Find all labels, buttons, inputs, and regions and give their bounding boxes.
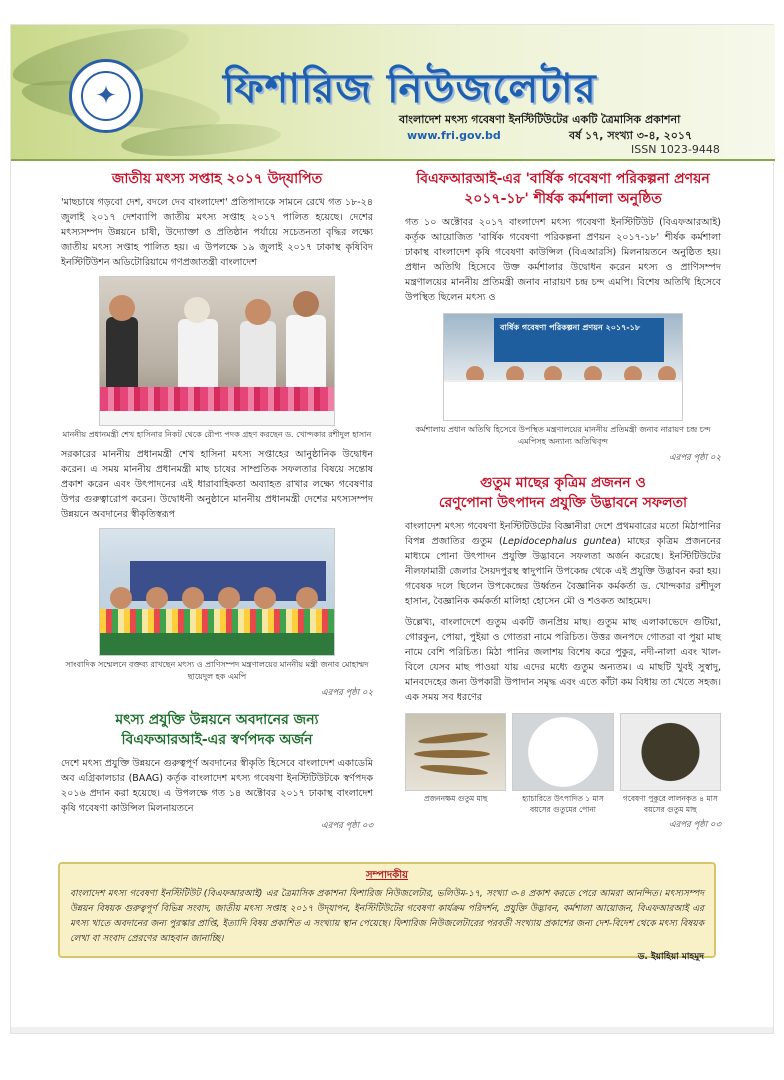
fish-photo-row [405,713,721,791]
juvenile-fish-photo [620,713,721,791]
fri-logo [69,59,143,133]
fish-caption: প্রজননক্ষম গুতুম মাছ [423,794,488,803]
fish-shape [414,750,490,758]
workshop-banner [494,318,664,362]
table-cloth [444,380,682,420]
scientific-name: Lepidocephalus guntea [502,536,617,547]
article-paragraph: 'মাছচাষে গড়বো দেশ, বদলে দেব বাংলাদেশ' প্রতিপাদ্যকে সামনে রেখে গত ১৮-২৪ জুলাই ২০১৭ দেশব্যাপি জাতীয় মৎস্য সপ্তাহ ২০১৭ পালিত হয়েছে। দেশের মৎস্যসম্পদ উন্নয়নে চাষী, উদ্যোক্তা ও প্রতিষ্ঠান পর্যায়ে সচেতনতা বৃদ্ধির লক্ষ্যে জাতীয় মৎস্য সপ্তাহ পালিত হয়। এ উপলক্ষে ১৯ জুলাই ২০১৭ ঢাকাস্থ কৃষিবিদ ইনস্টিটিউশন অডিটোরিয়ামে গণপ্রজাতন্ত্রী বাংলাদেশ [61,197,373,268]
article-heading: বিএফআরআই-এর স্বর্ণপদক অর্জন [121,732,313,748]
article-heading: গুতুম মাছের কৃত্রিম প্রজনন ও [480,475,646,491]
table-cloth [100,633,334,655]
issue-number: বর্ষ ১৭, সংখ্যা ৩-৪, ২০১৭ [569,129,693,142]
fish-caption: হ্যাচারিতে উৎপাদিত ১ মাস বয়সের গুতুমের পোনা [522,794,604,814]
article-heading: বিএফআরআই-এর 'বার্ষিক গবেষণা পরিকল্পনা প্রণয়ন ২০১৭-১৮' শীর্ষক কর্মশালা অনুষ্ঠিত [416,171,710,207]
person-head [254,587,276,609]
masthead [11,25,775,161]
press-conference-photo [99,528,335,656]
fish-shape [418,730,488,745]
paragraph-text: ) মাছের কৃত্রিম প্রজননের মাধ্যমে পোনা উৎপাদন প্রযুক্তি উদ্ভাবনে সফলতা অর্জন করেছে। ইনস্টিটিউটের নীলফামারী জেলার সৈয়দপুরস্থ স্বাদুপানি উপকেন্দ্র থেকে এই প্রযুক্তি উদ্ভাবন করা হয়। গবেষক দলে ছিলেন উপকেন্দ্রের উর্ধ্বতন বৈজ্ঞানিক কর্মকর্তা ড. খোন্দকার রশীদুল হাসান, বৈজ্ঞানিক কর্মকর্তা মালিহা হোসেন মৌ ও শওকত আহমেদ। [405,536,721,607]
editorial-box [58,862,716,962]
photo-caption: সাংবাদিক সম্মেলনে বক্তব্য রাখছেন মৎস্য ও প্রাণিসম্পদ মন্ত্রণালয়ের মাননীয় মন্ত্রী জনাব মোহাম্মদ ছায়েদুল হক এমপি [65,660,369,681]
award-photo [99,276,335,426]
flower-decoration [100,609,334,633]
paragraph-text: বাংলাদেশ মৎস্য গবেষণা ইনস্টিটিউটের বিজ্ঞানীরা দেশে প্রথমবারের মতো মিঠাপানির বিপন্ন প্রজাতির গুতুম ( [405,521,721,547]
continued-page-note: এরপর পৃষ্ঠা ০২ [669,453,721,463]
person-head [293,291,319,317]
article-paragraph: উল্লেখ্য, বাংলাদেশে গুতুম একটি জনপ্রিয় মাছ। গুতুম মাছ এলাকাভেদে গুটিয়া, গোরকুন, পোয়া, পুইয়া ও গোতরা নামে পরিচিত। উত্তর জনপদে গোতরা বা পুয়া মাছ নামে বেশি পরিচিত। মিঠা পানির জলাশয় বিশেষ করে পুকুর, নদী-নালা এবং খাল-বিলে যেসব মাছ পাওয়া যায় এদের মধ্যে গুতুম অন্যতম। এ মাছটি খুবই সুস্বাদু, মানবদেহের জন্য উপকারী উপাদান সমৃদ্ধ এবং এতে কাঁটা কম বিধায় তা খেতে সহজ। এক সময় সব ধরণের [405,617,721,703]
flower-decoration [100,387,334,413]
person-head [218,587,240,609]
editor-signature: ড. ইয়াহিয়া মাহমুদ [637,952,704,962]
photo-caption: কর্মশালায় প্রধান অতিথি হিসেবে উপস্থিত মন্ত্রণালয়ের মাননীয় প্রতিমন্ত্রী জনাব নারায়ণ চন্দ্র চন্দ এমপিসহ অন্যান্য অতিথিবৃন্দ [415,425,711,446]
broodfish-photo [405,713,506,791]
workshop-photo [443,313,683,421]
article-heading: রেণুপোনা উৎপাদন প্রযুক্তি উদ্ভাবনে সফলতা [438,495,688,511]
fish-caption: গবেষণা পুকুরে লালনকৃত ৪ মাস বয়সের গুতুম মাছ [622,794,718,814]
person-head [109,295,135,321]
issn-number: ISSN 1023-9448 [631,143,720,156]
person-head [146,587,168,609]
article-heading: মৎস্য প্রযুক্তি উন্নয়নে অবদানের জন্য [115,712,319,728]
continued-page-note: এরপর পৃষ্ঠা ০৩ [321,821,373,831]
person-head [110,587,132,609]
fish-shape [420,763,488,777]
editorial-text: বাংলাদেশ মৎস্য গবেষণা ইনস্টিটিউট (বিএফআরআই) এর ত্রৈমাসিক প্রকাশনা ফিশারিজ নিউজলেটার, ভলিউম-১৭, সংখ্যা ৩-৪ প্রকাশ করতে পেরে আমরা আনন্দিত। মৎস্যসম্পদ উন্নয়ন বিষয়ক গুরুত্বপূর্ণ বিভিন্ন সংবাদ, জাতীয় মৎস্য সপ্তাহ ২০১৭ উদ্‌যাপন, ইনস্টিটিউটের গবেষণা কার্যক্রম পরিদর্শন, প্রযুক্তি উদ্ভাবন, কর্মশালা আয়োজন, বিএফআরআই এর মৎস্য খাতে অবদানের জন্য পুরস্কার প্রাপ্তি, ইত্যাদি বিষয় প্রকাশিত এ সংখ্যায় স্থান পেয়েছে। ফিশারিজ নিউজলেটারের পরবর্তী সংখ্যায় প্রকাশের জন্য দেশ-বিদেশ থেকে মৎস্য বিষয়ক লেখা বা সংবাদ প্রেরণের আহবান জানাচ্ছি। [70,889,704,944]
stage-table [100,411,334,425]
person-figure [106,317,138,397]
newsletter-title: ফিশারিজ নিউজলেটার [223,65,597,112]
newsletter-subtitle: বাংলাদেশ মৎস্য গবেষণা ইনস্টিটিউটের একটি ত্রৈমাসিক প্রকাশনা [399,113,681,126]
article-paragraph: সরকারের মাননীয় প্রধানমন্ত্রী শেখ হাসিনা মৎস্য সপ্তাহের আনুষ্ঠানিক উদ্বোধন করেন। এ সময় মাননীয় প্রধানমন্ত্রী মাছ চাষের সাম্প্রতিক সফলতার বিষয়ে সন্তোষ প্রকাশ করেন এবং উৎপাদনের এই ধারাবাহিকতা অব্যাহত রাখার লক্ষ্যে গবেষণার উপর গুরুত্বারোপ করেন। উদ্বোধনী অনুষ্ঠানে মাননীয় প্রধানমন্ত্রী দেশের মৎস্যসম্পদ উন্নয়নে অবদানের স্বীকৃতিস্বরূপ [61,449,373,520]
person-figure [240,321,276,395]
person-head [184,297,210,323]
article-paragraph [405,519,721,609]
website-link[interactable]: www.fri.gov.bd [407,129,501,142]
person-head [182,587,204,609]
person-head [245,299,271,325]
left-column [61,169,373,833]
continued-page-note: এরপর পৃষ্ঠা ০২ [321,688,373,698]
article-paragraph: দেশে মৎস্য প্রযুক্তি উন্নয়নে গুরুত্বপূর্ণ অবদানের স্বীকৃতি হিসেবে বাংলাদেশ একাডেমি অব এগ্রিকালচার (BAAG) কর্তৃক বাংলাদেশ মৎস্য গবেষণা ইনস্টিটিউটকে স্বর্ণপদক ২০১৬ প্রদান করা হয়েছে। এ উপলক্ষে গত ১৪ অক্টোবর ২০১৭ ঢাকাস্থ বাংলাদেশ কৃষি গবেষণা কাউন্সিল মিলনায়তনে [61,758,373,814]
continued-page-note: এরপর পৃষ্ঠা ০৩ [669,820,721,830]
article-heading: জাতীয় মৎস্য সপ্তাহ ২০১৭ উদ্‌যাপিত [111,171,323,187]
banner-text: বার্ষিক গবেষণা পরিকল্পনা প্রণয়ন ২০১৭-১৮ [500,323,641,332]
right-column [405,169,721,832]
page-bottom-border [11,1027,773,1033]
photo-caption: মাননীয় প্রধানমন্ত্রী শেখ হাসিনার নিকট থেকে রৌপ্য পদক গ্রহণ করছেন ড. খোন্দকার রশীদুল হাসান [62,430,372,439]
person-head [296,587,318,609]
fry-photo [512,713,613,791]
fish-emblem-icon: ✦ [81,71,131,121]
fish-photo-captions [405,791,721,815]
editorial-title: সম্পাদকীয় [365,870,409,881]
article-paragraph: গত ১০ অক্টোবর ২০১৭ বাংলাদেশ মৎস্য গবেষণা ইনস্টিটিউট (বিএফআরআই) কর্তৃক আয়োজিত 'বার্ষিক গবেষণা পরিকল্পনা প্রণয়ন ২০১৭-১৮' শীর্ষক কর্মশালা ঢাকাস্থ বাংলাদেশ কৃষি গবেষণা কাউন্সিল (বিএআরসি) মিলনায়তনে অনুষ্ঠিত হয়। প্রধান অতিথি হিসেবে উক্ত কর্মশালার উদ্বোধন করেন মৎস্য ও প্রাণিসম্পদ মন্ত্রণালয়ের মাননীয় প্রতিমন্ত্রী জনাব নারায়ণ চন্দ্র চন্দ এমপি। বিশেষ অতিথি হিসেবে উপস্থিত ছিলেন মৎস্য ও [405,217,721,303]
